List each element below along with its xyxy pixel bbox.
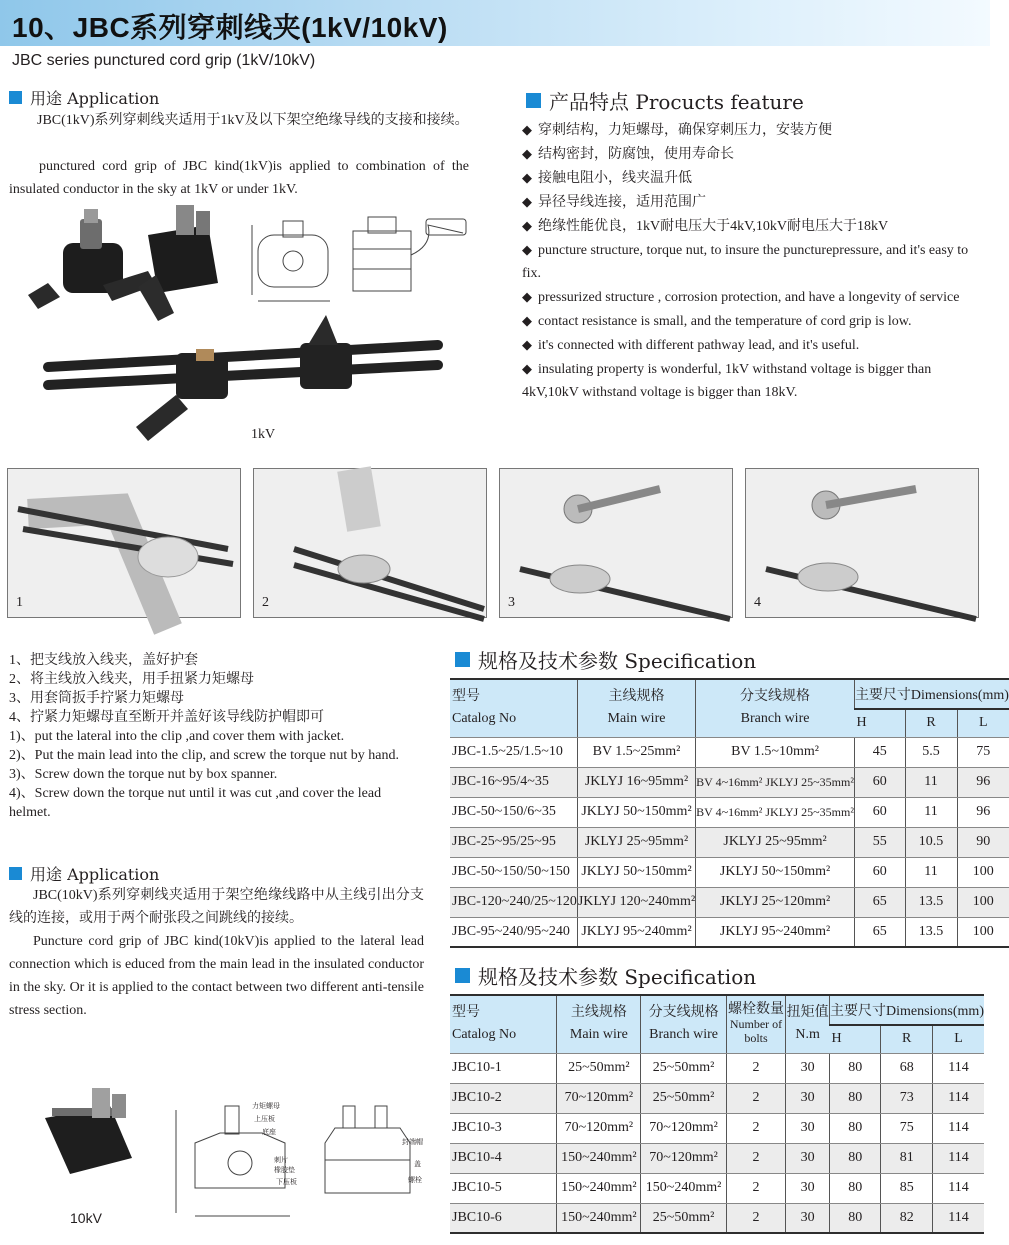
diamond-bullet-icon: ◆ xyxy=(522,194,532,209)
photo-number: 4 xyxy=(754,595,761,610)
install-photo-1 xyxy=(7,468,241,618)
features-title: 产品特点 Procucts feature xyxy=(549,90,804,114)
table-cell-torque: 30 xyxy=(786,1083,830,1113)
table-cell-bolts: 2 xyxy=(726,1143,785,1173)
table-cell-torque: 30 xyxy=(786,1203,830,1233)
features-list xyxy=(522,118,984,404)
table-cell-main: JKLYJ 50~150mm² xyxy=(577,857,695,887)
table-cell-h: 80 xyxy=(829,1203,881,1233)
table-row xyxy=(450,1053,984,1083)
table-row xyxy=(450,1083,984,1113)
section-square-icon xyxy=(455,652,470,667)
table-cell-l: 114 xyxy=(932,1143,984,1173)
table-cell-branch: 25~50mm² xyxy=(641,1053,727,1083)
table-cell-model: JBC10-6 xyxy=(450,1203,557,1233)
photo-number: 2 xyxy=(262,595,269,610)
feature-item: ◆ pressurized structure , corrosion protection, and have a longevity of service xyxy=(522,289,960,305)
table-cell-branch: BV 4~16mm² JKLYJ 25~35mm² xyxy=(696,797,855,827)
diamond-bullet-icon: ◆ xyxy=(522,313,532,328)
feature-item: ◆ 异径导线连接，适用范围广 xyxy=(522,194,706,210)
spec2-header-main: 主线规格 Main wire xyxy=(557,995,641,1053)
install-steps xyxy=(9,651,424,822)
spec2-heading xyxy=(455,961,756,990)
table-cell-bolts: 2 xyxy=(726,1053,785,1083)
figure-1kv-label: 1kV xyxy=(251,427,276,442)
spec1-header-h: H xyxy=(854,709,905,737)
product-1kv-figure xyxy=(8,205,508,450)
install-photo-3 xyxy=(499,468,733,618)
drawing-labels xyxy=(252,1101,423,1186)
section-square-icon xyxy=(526,93,541,108)
table-cell-main: 70~120mm² xyxy=(557,1083,641,1113)
table-cell-model: JBC-50~150/50~150 xyxy=(450,857,577,887)
table-cell-branch: JKLYJ 95~240mm² xyxy=(696,917,855,947)
table-cell-l: 100 xyxy=(957,917,1009,947)
table-cell-l: 114 xyxy=(932,1053,984,1083)
table-cell-branch: JKLYJ 50~150mm² xyxy=(696,857,855,887)
spec2-header-dims: 主要尺寸Dimensions(mm) xyxy=(829,995,984,1025)
table-cell-l: 114 xyxy=(932,1203,984,1233)
table-row xyxy=(450,797,1009,827)
table-cell-r: 13.5 xyxy=(905,887,957,917)
feature-item: ◆ puncture structure, torque nut, to insure the puncturepressure, and it's easy to fix. xyxy=(522,242,969,281)
diamond-bullet-icon: ◆ xyxy=(522,170,532,185)
spec2-header-branch: 分支线规格 Branch wire xyxy=(641,995,727,1053)
drawing-label: 封端帽 xyxy=(402,1139,423,1146)
install-step: 2、将主线放入线夹，用手扭紧力矩螺母 xyxy=(9,672,254,687)
table-cell-h: 45 xyxy=(854,737,905,767)
drawing-label: 刺片 xyxy=(274,1157,288,1164)
table-cell-h: 80 xyxy=(829,1083,881,1113)
spec1-header-main: 主线规格 Main wire xyxy=(577,679,695,737)
spec1-title: 规格及技术参数 Specification xyxy=(478,649,757,673)
application-10kv-zh: JBC(10kV)系列穿刺线夹适用于架空绝缘线路中从主线引出分支线的连接，或用于两个耐张段之间跳线的接续。 xyxy=(9,888,424,926)
table-cell-branch: JKLYJ 25~120mm² xyxy=(696,887,855,917)
table-row xyxy=(450,1113,984,1143)
section-square-icon xyxy=(9,867,22,880)
table-cell-bolts: 2 xyxy=(726,1083,785,1113)
table-cell-l: 100 xyxy=(957,857,1009,887)
table-cell-branch: 70~120mm² xyxy=(641,1113,727,1143)
install-photo-4 xyxy=(745,468,979,618)
install-step: 4、拧紧力矩螺母直至断开并盖好该导线防护帽即可 xyxy=(9,710,324,725)
table-cell-main: JKLYJ 25~95mm² xyxy=(577,827,695,857)
table-row xyxy=(450,857,1009,887)
table-cell-l: 96 xyxy=(957,797,1009,827)
spec1-table xyxy=(450,678,1009,948)
install-step: 3)、Screw down the torque nut by box spanner. xyxy=(9,767,278,782)
table-cell-h: 80 xyxy=(829,1113,881,1143)
table-cell-r: 75 xyxy=(881,1113,933,1143)
spec1-header-dims: 主要尺寸Dimensions(mm) xyxy=(854,679,1009,709)
spec1-header-l: L xyxy=(957,709,1009,737)
table-cell-main: JKLYJ 50~150mm² xyxy=(577,797,695,827)
drawing-label: 力矩螺母 xyxy=(252,1103,280,1110)
table-cell-branch: BV 4~16mm² JKLYJ 25~35mm² xyxy=(696,767,855,797)
table-cell-torque: 30 xyxy=(786,1173,830,1203)
drawing-label: 底座 xyxy=(262,1129,276,1136)
features-heading xyxy=(526,86,804,115)
table-row xyxy=(450,917,1009,947)
install-step: 1、把支线放入线夹，盖好护套 xyxy=(9,653,198,668)
table-cell-model: JBC-120~240/25~120 xyxy=(450,887,577,917)
install-photo-2 xyxy=(253,468,487,618)
spec1-header-model: 型号 Catalog No xyxy=(450,679,577,737)
table-cell-main: JKLYJ 16~95mm² xyxy=(577,767,695,797)
table-cell-main: JKLYJ 120~240mm² xyxy=(577,887,695,917)
diamond-bullet-icon: ◆ xyxy=(522,337,532,352)
spec1-header-branch: 分支线规格 Branch wire xyxy=(696,679,855,737)
table-cell-branch: 70~120mm² xyxy=(641,1143,727,1173)
drawing-label: 盖 xyxy=(414,1161,421,1168)
table-cell-model: JBC10-5 xyxy=(450,1173,557,1203)
feature-item: ◆ 结构密封，防腐蚀，使用寿命长 xyxy=(522,146,734,162)
table-cell-branch: JKLYJ 25~95mm² xyxy=(696,827,855,857)
application-1kv-en: punctured cord grip of JBC kind(1kV)is applied to combination of the insulated conductor in the sky at 1kV or under 1kV. xyxy=(9,159,469,197)
table-cell-r: 73 xyxy=(881,1083,933,1113)
table-cell-model: JBC10-2 xyxy=(450,1083,557,1113)
table-cell-main: 25~50mm² xyxy=(557,1053,641,1083)
table-cell-model: JBC10-4 xyxy=(450,1143,557,1173)
spec2-header-r: R xyxy=(881,1025,933,1053)
table-cell-h: 80 xyxy=(829,1053,881,1083)
feature-item: ◆ 绝缘性能优良，1kV耐电压大于4kV,10kV耐电压大于18kV xyxy=(522,218,889,234)
table-cell-l: 90 xyxy=(957,827,1009,857)
clip-10kv-drawing xyxy=(176,1106,410,1216)
install-step: 2)、Put the main lead into the clip, and screw the torque nut by hand. xyxy=(9,748,399,763)
table-cell-h: 80 xyxy=(829,1173,881,1203)
diamond-bullet-icon: ◆ xyxy=(522,242,532,257)
application-1kv-zh: JBC(1kV)系列穿刺线夹适用于1kV及以下架空绝缘导线的支接和接续。 xyxy=(37,113,469,128)
drawing-label: 上压板 xyxy=(254,1116,275,1123)
spec2-header-l: L xyxy=(932,1025,984,1053)
table-cell-l: 100 xyxy=(957,887,1009,917)
feature-item: ◆ contact resistance is small, and the temperature of cord grip is low. xyxy=(522,313,912,329)
table-cell-model: JBC-1.5~25/1.5~10 xyxy=(450,737,577,767)
feature-item: ◆ 穿刺结构，力矩螺母，确保穿刺压力，安装方便 xyxy=(522,122,832,138)
clip-10kv-image xyxy=(45,1088,132,1174)
table-cell-h: 60 xyxy=(854,857,905,887)
diamond-bullet-icon: ◆ xyxy=(522,218,532,233)
table-cell-r: 11 xyxy=(905,857,957,887)
spec1-header-r: R xyxy=(905,709,957,737)
table-cell-torque: 30 xyxy=(786,1143,830,1173)
diamond-bullet-icon: ◆ xyxy=(522,146,532,161)
table-cell-model: JBC-25~95/25~95 xyxy=(450,827,577,857)
table-cell-model: JBC-16~95/4~35 xyxy=(450,767,577,797)
table-cell-h: 65 xyxy=(854,917,905,947)
drawing-label: 螺栓 xyxy=(408,1177,422,1184)
table-cell-h: 65 xyxy=(854,887,905,917)
table-cell-model: JBC-95~240/95~240 xyxy=(450,917,577,947)
table-row xyxy=(450,767,1009,797)
drawing-label: 橡胶垫 xyxy=(274,1167,295,1174)
table-cell-main: 70~120mm² xyxy=(557,1113,641,1143)
table-cell-model: JBC10-3 xyxy=(450,1113,557,1143)
feature-item: ◆ 接触电阻小，线夹温升低 xyxy=(522,170,692,186)
table-cell-torque: 30 xyxy=(786,1053,830,1083)
spec1-heading xyxy=(455,645,756,674)
table-cell-branch: 150~240mm² xyxy=(641,1173,727,1203)
table-cell-bolts: 2 xyxy=(726,1113,785,1143)
clip-1kv-closed-image xyxy=(138,205,218,321)
table-cell-l: 114 xyxy=(932,1083,984,1113)
feature-item: ◆ insulating property is wonderful, 1kV withstand voltage is bigger than 4kV,10kV withstand voltage is bigger than 18kV. xyxy=(522,361,932,400)
drawing-label: 下压板 xyxy=(276,1179,297,1186)
diamond-bullet-icon: ◆ xyxy=(522,289,532,304)
spec2-table xyxy=(450,994,984,1234)
header-band xyxy=(0,0,990,46)
clip-1kv-open-image xyxy=(28,209,156,309)
install-step: 1)、put the lateral into the clip ,and cover them with jacket. xyxy=(9,729,345,744)
section-square-icon xyxy=(455,968,470,983)
table-cell-l: 114 xyxy=(932,1113,984,1143)
spec2-header-h: H xyxy=(829,1025,881,1053)
table-cell-main: 150~240mm² xyxy=(557,1173,641,1203)
table-cell-bolts: 2 xyxy=(726,1173,785,1203)
spec2-header-torque: 扭矩值 N.m xyxy=(786,995,830,1053)
table-row xyxy=(450,827,1009,857)
table-cell-h: 60 xyxy=(854,797,905,827)
spec2-header-model: 型号 Catalog No xyxy=(450,995,557,1053)
table-cell-l: 114 xyxy=(932,1173,984,1203)
table-cell-branch: 25~50mm² xyxy=(641,1203,727,1233)
table-cell-l: 75 xyxy=(957,737,1009,767)
table-cell-bolts: 2 xyxy=(726,1203,785,1233)
diamond-bullet-icon: ◆ xyxy=(522,122,532,137)
table-cell-torque: 30 xyxy=(786,1113,830,1143)
table-cell-r: 10.5 xyxy=(905,827,957,857)
cable-assembly-image xyxy=(48,315,438,441)
page-subtitle: JBC series punctured cord grip (1kV/10kV) xyxy=(12,52,316,69)
page-title: 10、JBC系列穿刺线夹(1kV/10kV) xyxy=(12,12,448,43)
table-cell-r: 5.5 xyxy=(905,737,957,767)
table-cell-main: BV 1.5~25mm² xyxy=(577,737,695,767)
spec2-title: 规格及技术参数 Specification xyxy=(478,965,757,989)
install-step: 4)、Screw down the torque nut until it was cut ,and cover the lead helmet. xyxy=(9,786,382,820)
table-row xyxy=(450,1143,984,1173)
spec2-header-bolts: 螺栓数量 Number of bolts xyxy=(726,995,785,1053)
table-cell-h: 55 xyxy=(854,827,905,857)
table-row xyxy=(450,737,1009,767)
table-cell-l: 96 xyxy=(957,767,1009,797)
feature-item: ◆ it's connected with different pathway lead, and it's useful. xyxy=(522,337,860,353)
table-cell-h: 60 xyxy=(854,767,905,797)
table-cell-r: 81 xyxy=(881,1143,933,1173)
table-cell-r: 13.5 xyxy=(905,917,957,947)
product-10kv-figure xyxy=(30,1088,430,1233)
install-step: 3、用套筒扳手拧紧力矩螺母 xyxy=(9,691,184,706)
figure-10kv-label: 10kV xyxy=(70,1210,102,1226)
table-cell-h: 80 xyxy=(829,1143,881,1173)
table-cell-main: JKLYJ 95~240mm² xyxy=(577,917,695,947)
application-10kv-en: Puncture cord grip of JBC kind(10kV)is applied to the lateral lead connection which is educed from the main lead in the insulated conductor in the sky. Or it is applied to the contact between two different anti-tensile stress section. xyxy=(9,934,424,1018)
table-cell-model: JBC10-1 xyxy=(450,1053,557,1083)
table-row xyxy=(450,887,1009,917)
table-cell-r: 85 xyxy=(881,1173,933,1203)
photo-number: 3 xyxy=(508,595,515,610)
section-square-icon xyxy=(9,91,22,104)
table-cell-r: 68 xyxy=(881,1053,933,1083)
photo-number: 1 xyxy=(16,595,23,610)
table-cell-r: 82 xyxy=(881,1203,933,1233)
table-cell-main: 150~240mm² xyxy=(557,1143,641,1173)
table-row xyxy=(450,1203,984,1233)
table-cell-branch: BV 1.5~10mm² xyxy=(696,737,855,767)
clip-1kv-drawing xyxy=(252,217,466,301)
application-10kv-title: 用途 Application xyxy=(30,865,160,884)
table-cell-model: JBC-50~150/6~35 xyxy=(450,797,577,827)
application-10kv-heading xyxy=(9,862,159,885)
diamond-bullet-icon: ◆ xyxy=(522,361,532,376)
table-cell-r: 11 xyxy=(905,767,957,797)
table-cell-branch: 25~50mm² xyxy=(641,1083,727,1113)
table-cell-r: 11 xyxy=(905,797,957,827)
table-cell-main: 150~240mm² xyxy=(557,1203,641,1233)
application-1kv-heading xyxy=(9,86,159,109)
table-row xyxy=(450,1173,984,1203)
application-1kv-title: 用途 Application xyxy=(30,89,160,108)
